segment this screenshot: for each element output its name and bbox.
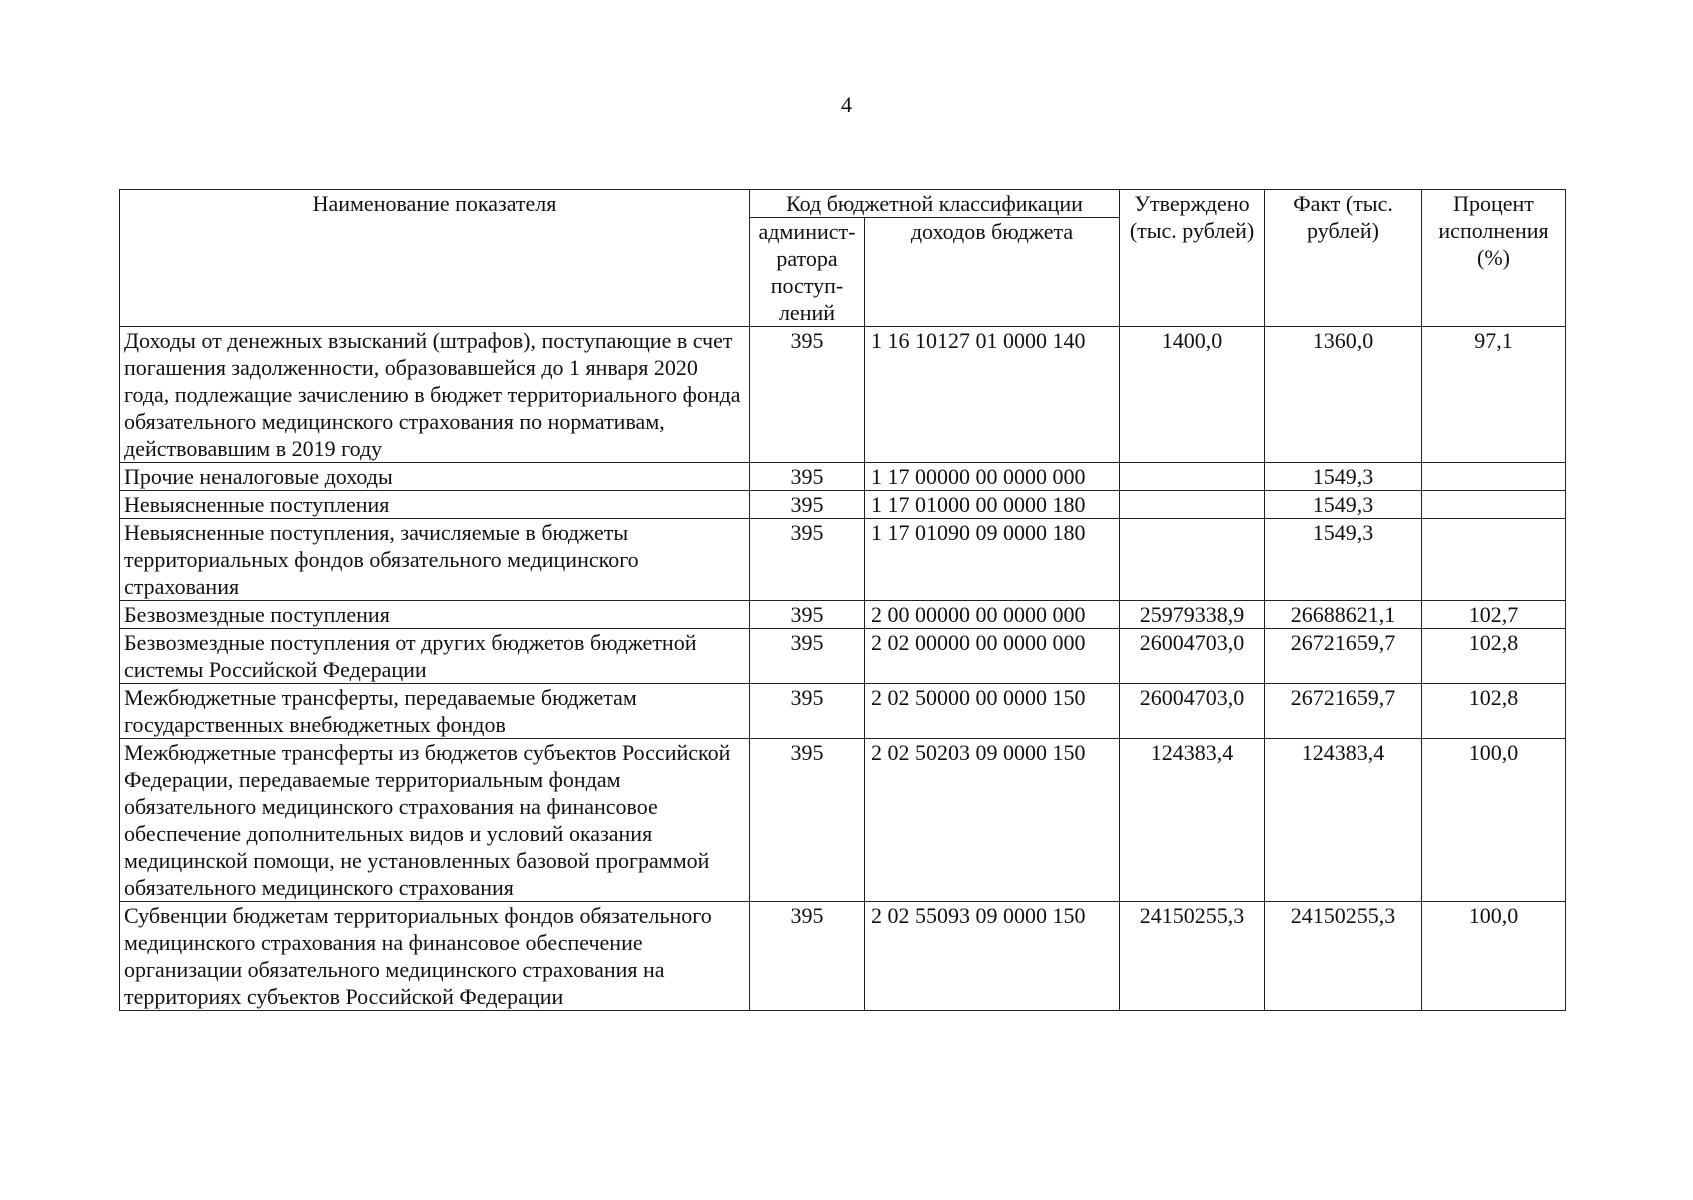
cell-code: 2 02 50000 00 0000 150	[865, 684, 1120, 739]
cell-name: Невыясненные поступления	[120, 491, 750, 519]
cell-admin: 395	[750, 327, 865, 463]
cell-code: 2 02 00000 00 0000 000	[865, 629, 1120, 684]
header-administrator: админист-ратора поступ-лений	[750, 218, 865, 327]
header-percent: Процент исполнения (%)	[1422, 190, 1566, 327]
header-approved: Утверждено (тыс. рублей)	[1120, 190, 1265, 327]
cell-percent: 102,8	[1422, 684, 1566, 739]
cell-code: 1 16 10127 01 0000 140	[865, 327, 1120, 463]
header-fact: Факт (тыс. рублей)	[1265, 190, 1422, 327]
cell-percent: 97,1	[1422, 327, 1566, 463]
cell-fact: 26721659,7	[1265, 629, 1422, 684]
cell-fact: 1549,3	[1265, 519, 1422, 601]
cell-name: Прочие неналоговые доходы	[120, 463, 750, 491]
cell-fact: 26688621,1	[1265, 601, 1422, 629]
cell-admin: 395	[750, 463, 865, 491]
cell-name: Доходы от денежных взысканий (штрафов), поступающие в счет погашения задолженности, образовавшейся до 1 января 2020 года, подлежащие зачислению в бюджет территориального фонда обязательного медицинского страхования по нормативам, действовавшим в 2019 году	[120, 327, 750, 463]
cell-percent	[1422, 491, 1566, 519]
cell-approved: 24150255,3	[1120, 902, 1265, 1011]
cell-percent	[1422, 463, 1566, 491]
cell-admin: 395	[750, 519, 865, 601]
table-row	[120, 327, 1566, 463]
cell-fact: 26721659,7	[1265, 684, 1422, 739]
cell-code: 1 17 00000 00 0000 000	[865, 463, 1120, 491]
table-row	[120, 463, 1566, 491]
cell-admin: 395	[750, 601, 865, 629]
cell-code: 2 00 00000 00 0000 000	[865, 601, 1120, 629]
table-row	[120, 601, 1566, 629]
cell-approved: 124383,4	[1120, 739, 1265, 902]
cell-approved: 1400,0	[1120, 327, 1265, 463]
cell-admin: 395	[750, 739, 865, 902]
cell-fact: 1549,3	[1265, 463, 1422, 491]
cell-name: Межбюджетные трансферты из бюджетов субъектов Российской Федерации, передаваемые территориальным фондам обязательного медицинского страхования на финансовое обеспечение дополнительных видов и условий оказания медицинской помощи, не установленных базовой программой обязательного медицинского страхования	[120, 739, 750, 902]
cell-percent: 102,7	[1422, 601, 1566, 629]
cell-admin: 395	[750, 902, 865, 1011]
cell-fact: 124383,4	[1265, 739, 1422, 902]
page-number: 4	[841, 92, 852, 117]
cell-name: Безвозмездные поступления	[120, 601, 750, 629]
table-row	[120, 684, 1566, 739]
cell-name: Невыясненные поступления, зачисляемые в бюджеты территориальных фондов обязательного медицинского страхования	[120, 519, 750, 601]
cell-approved	[1120, 519, 1265, 601]
cell-admin: 395	[750, 491, 865, 519]
cell-approved: 26004703,0	[1120, 684, 1265, 739]
cell-name: Безвозмездные поступления от других бюджетов бюджетной системы Российской Федерации	[120, 629, 750, 684]
cell-name: Субвенции бюджетам территориальных фондов обязательного медицинского страхования на финансовое обеспечение организации обязательного медицинского страхования на территориях субъектов Российской Федерации	[120, 902, 750, 1011]
cell-fact: 1360,0	[1265, 327, 1422, 463]
cell-code: 1 17 01000 00 0000 180	[865, 491, 1120, 519]
table-row	[120, 491, 1566, 519]
cell-admin: 395	[750, 684, 865, 739]
table-row	[120, 902, 1566, 1011]
table-row	[120, 629, 1566, 684]
cell-percent: 100,0	[1422, 739, 1566, 902]
cell-code: 2 02 55093 09 0000 150	[865, 902, 1120, 1011]
cell-approved: 25979338,9	[1120, 601, 1265, 629]
revenue-table	[119, 189, 1566, 1011]
header-revenue-code: доходов бюджета	[865, 218, 1120, 327]
cell-name: Межбюджетные трансферты, передаваемые бюджетам государственных внебюджетных фондов	[120, 684, 750, 739]
header-budget-code: Код бюджетной классификации	[750, 190, 1120, 218]
cell-percent: 102,8	[1422, 629, 1566, 684]
cell-fact: 24150255,3	[1265, 902, 1422, 1011]
cell-approved	[1120, 491, 1265, 519]
cell-percent: 100,0	[1422, 902, 1566, 1011]
cell-admin: 395	[750, 629, 865, 684]
cell-code: 2 02 50203 09 0000 150	[865, 739, 1120, 902]
cell-fact: 1549,3	[1265, 491, 1422, 519]
cell-code: 1 17 01090 09 0000 180	[865, 519, 1120, 601]
cell-approved	[1120, 463, 1265, 491]
cell-percent	[1422, 519, 1566, 601]
header-name: Наименование показателя	[120, 190, 750, 327]
table-row	[120, 519, 1566, 601]
table-row	[120, 739, 1566, 902]
cell-approved: 26004703,0	[1120, 629, 1265, 684]
